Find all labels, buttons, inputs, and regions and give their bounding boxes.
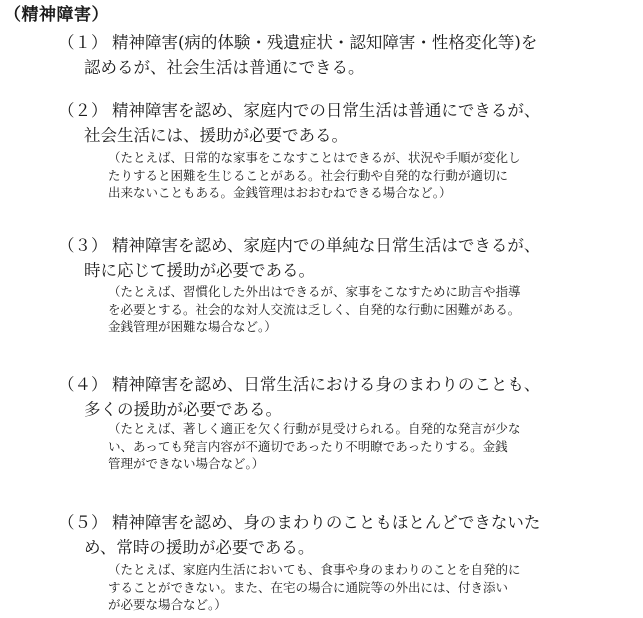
item-number: （３）	[58, 236, 108, 255]
item-number: （２）	[58, 101, 108, 120]
item-note-line-3: 出来ないこともある。金銭管理はおおむねできる場合など。）	[108, 185, 452, 200]
item-note-line-3: が必要な場合など。）	[108, 597, 227, 612]
item-main-line-2: 社会生活には、援助が必要である。	[84, 126, 348, 145]
section-heading: （精神障害）	[4, 5, 109, 25]
item-main-line-1: 精神障害を認め、家庭内での日常生活は普通にできるが、	[112, 101, 541, 120]
item-main-line-2: 認めるが、社会生活は普通にできる。	[84, 58, 365, 77]
item-number: （１）	[58, 33, 108, 52]
item-note-line-2: を必要とする。社会的な対人交流は乏しく、自発的な行動に困難がある。	[108, 301, 521, 317]
item-number: （５）	[58, 513, 108, 532]
item-note-line-1: （たとえば、習慣化した外出はできるが、家事をこなすために助言や指導	[108, 284, 521, 299]
item-note-line-2: たりすると困難を生じることがある。社会行動や自発的な行動が適切に	[108, 167, 509, 183]
item-main-line-1: 精神障害を認め、日常生活における身のまわりのことも、	[112, 375, 541, 394]
item-note-line-1: （たとえば、著しく適正を欠く行動が見受けられる。自発的な発言が少な	[108, 421, 521, 436]
item-main-line-2: 時に応じて援助が必要である。	[84, 261, 315, 280]
item-number: （４）	[58, 375, 108, 394]
item-note-line-3: 金銭管理が困難な場合など。）	[108, 319, 277, 334]
item-main-line-1: 精神障害を認め、家庭内での単純な日常生活はできるが、	[112, 236, 541, 255]
item-main-line-2: 多くの援助が必要である。	[84, 400, 282, 419]
item-main-line-2: め、常時の援助が必要である。	[84, 538, 315, 557]
item-note-line-2: することができない。また、在宅の場合に通院等の外出には、付き添い	[108, 579, 509, 595]
item-note-line-3: 管理ができない場合など。）	[108, 456, 265, 471]
item-note-line-2: い、あっても発言内容が不適切であったり不明瞭であったりする。金銭	[108, 438, 508, 454]
item-note-line-1: （たとえば、家庭内生活においても、食事や身のまわりのことを自発的に	[108, 562, 521, 577]
item-main-line-1: 精神障害を認め、身のまわりのこともほとんどできないた	[112, 513, 541, 532]
item-note-line-1: （たとえば、日常的な家事をこなすことはできるが、状況や手順が変化し	[108, 150, 521, 165]
item-main-line-1: 精神障害(病的体験・残遺症状・認知障害・性格変化等)を	[112, 33, 538, 52]
